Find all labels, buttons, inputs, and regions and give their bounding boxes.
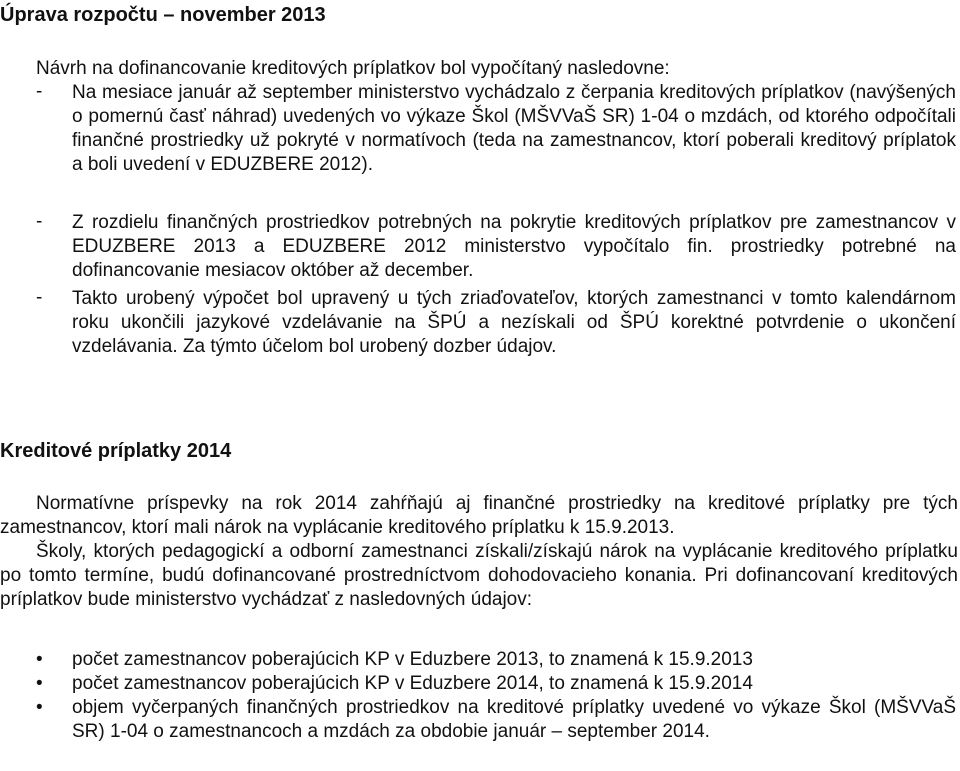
bullet-icon: • (36, 673, 43, 694)
bullet-list-item (36, 696, 956, 744)
dash-list-item (36, 287, 956, 359)
dash-list-item-text: Takto urobený výpočet bol upravený u tých zriaďovateľov, ktorých zamestnanci v tomto kalendárnom roku ukončili jazykové vzdelávanie na ŠPÚ a nezískali od ŠPÚ korektné potvrdenie o ukončení vzdelávania. Za týmto účelom bol urobený dozber údajov. (72, 288, 956, 357)
normative-contributions-paragraph: Normatívne príspevky na rok 2014 zahŕňajú aj finančné prostriedky na kreditové príplatky pre tých zamestnancov, ktorí mali nárok na vyplácanie kreditového príplatku k 15.9.2013. (0, 493, 958, 538)
dash-marker: - (36, 287, 43, 308)
bullet-icon: • (36, 697, 43, 718)
intro-paragraph: Návrh na dofinancovanie kreditových príplatkov bol vypočítaný nasledovne: (36, 58, 670, 79)
section-heading-credit-allowances: Kreditové príplatky 2014 (0, 440, 232, 462)
dash-list-item (36, 211, 956, 283)
dash-list-item (36, 81, 956, 177)
bullet-list-item (36, 648, 956, 672)
bullet-icon: • (36, 649, 43, 670)
schools-paragraph: Školy, ktorých pedagogickí a odborní zamestnanci získali/získajú nárok na vyplácanie kreditového príplatku po tomto termíne, budú dofinancované prostredníctvom dohodovacieho konania. Pri dofinancovaní kreditových príplatkov bude ministerstvo vychádzať z nasledovných údajov: (0, 541, 958, 610)
bullet-list-item-text: počet zamestnancov poberajúcich KP v Eduzbere 2014, to znamená k 15.9.2014 (72, 673, 753, 694)
data-sources-list (36, 648, 956, 744)
section-heading-budget-adjustment: Úprava rozpočtu – november 2013 (0, 4, 326, 26)
dash-marker: - (36, 81, 43, 102)
dash-list-item-text: Na mesiace január až september ministerstvo vychádzalo z čerpania kreditových príplatkov (navýšených o pomernú časť náhrad) uvedených vo výkaze Škol (MŠVVaŠ SR) 1-04 o mzdách, od ktorého odpočítali finančné prostriedky už pokryté v normatívoch (teda na zamestnancov, ktorí poberali kreditový príplatok a boli uvedení v EDUZBERE 2012). (72, 82, 956, 175)
bullet-list-item-text: objem vyčerpaných finančných prostriedkov na kreditové príplatky uvedené vo výkaze Škol (MŠVVaŠ SR) 1-04 o zamestnancoch a mzdách za obdobie január – september 2014. (72, 697, 956, 742)
credit-allowances-body (0, 492, 958, 612)
dash-marker: - (36, 211, 43, 232)
bullet-list-item (36, 672, 956, 696)
dash-list-item-text: Z rozdielu finančných prostriedkov potrebných na pokrytie kreditových príplatkov pre zamestnancov v EDUZBERE 2013 a EDUZBERE 2012 ministerstvo vypočítalo fin. prostriedky potrebné na dofinancovanie mesiacov október až december. (72, 212, 956, 281)
bullet-list-item-text: počet zamestnancov poberajúcich KP v Eduzbere 2013, to znamená k 15.9.2013 (72, 649, 753, 670)
